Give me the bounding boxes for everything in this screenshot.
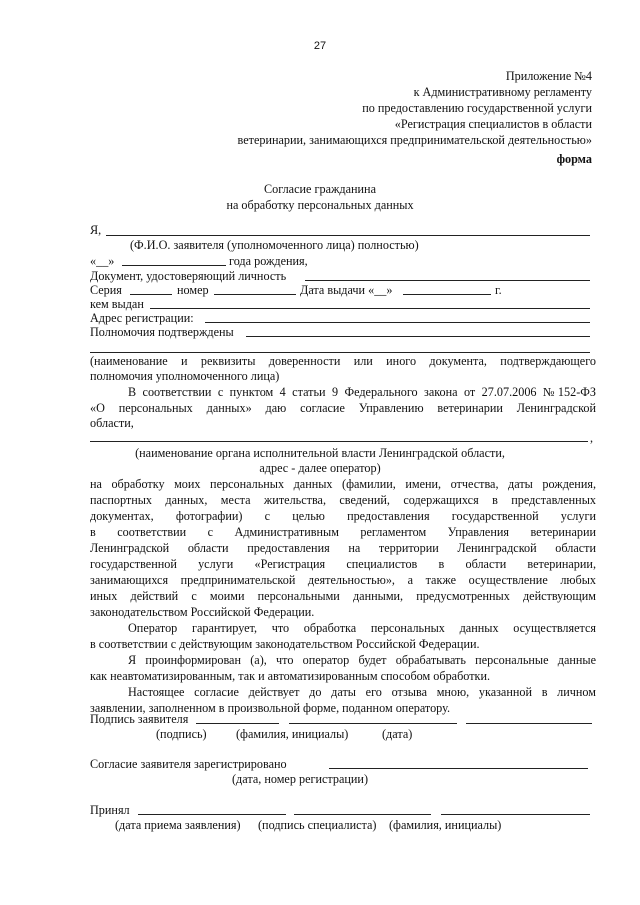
applicant-signature-field[interactable] — [196, 723, 279, 724]
series-field[interactable] — [130, 294, 172, 295]
birth-day-label: «__» — [90, 254, 115, 268]
validity-line-1: Настоящее согласие действует до даты его отзыва мною, указанной в личном — [128, 685, 596, 699]
issue-date-label: Дата выдачи «__» — [300, 283, 393, 297]
issue-date-field[interactable] — [403, 294, 491, 295]
date-caption: (дата) — [382, 727, 413, 741]
powers-field[interactable] — [246, 336, 590, 337]
specialist-signature-caption: (подпись специалиста) — [258, 818, 377, 832]
consent-paragraph-1-line-3: области, — [90, 416, 134, 430]
consent-paragraph-2-line-3: документах, фотографии) с целью предоставления государственной услуги — [90, 509, 596, 523]
ya-label: Я, — [90, 223, 102, 237]
acceptance-date-field[interactable] — [138, 814, 286, 815]
form-label: форма — [556, 152, 592, 166]
appendix-service-name-1: «Регистрация специалистов в области — [394, 117, 592, 131]
consent-paragraph-2-line-6: государственной услуги «Регистрация специалистов в области ветеринарии, — [90, 557, 596, 571]
processing-info-line-2: как неавтоматизированным, так и автоматизированным способом обработки. — [90, 669, 491, 683]
number-label: номер — [177, 283, 209, 297]
number-field[interactable] — [214, 294, 296, 295]
specialist-signature-field[interactable] — [294, 814, 431, 815]
consent-paragraph-2-line-7: занимающихся предпринимательской деятельностью», а также осуществление любых — [90, 573, 596, 587]
specialist-name-caption: (фамилия, инициалы) — [389, 818, 502, 832]
accepted-label: Принял — [90, 803, 130, 817]
appendix-service-name-2: ветеринарии, занимающихся предпринимательской деятельностью» — [237, 133, 592, 147]
powers-label: Полномочия подтверждены — [90, 325, 234, 339]
address-label: Адрес регистрации: — [90, 311, 194, 325]
year-suffix: г. — [495, 283, 502, 297]
operator-caption-2: адрес - далее оператор) — [259, 461, 381, 475]
birth-year-label: года рождения, — [229, 254, 308, 268]
appendix-reference: к Административному регламенту — [413, 85, 592, 99]
applicant-name-field[interactable] — [289, 723, 457, 724]
processing-info-line-1: Я проинформирован (а), что оператор будет обрабатывать персональные данные — [128, 653, 596, 667]
registration-label: Согласие заявителя зарегистрировано — [90, 757, 287, 771]
identity-document-label: Документ, удостоверяющий личность — [90, 269, 287, 283]
consent-paragraph-2-line-2: паспортных данных, места жительства, сведений, содержащихся в представленных — [90, 493, 596, 507]
powers-field-continuation[interactable] — [90, 352, 590, 353]
operator-guarantee-line-2: в соответствии с действующим законодательством Российской Федерации. — [90, 637, 480, 651]
applicant-signature-label: Подпись заявителя — [90, 712, 189, 726]
fio-field[interactable] — [106, 235, 590, 236]
signature-caption: (подпись) — [156, 727, 207, 741]
series-label: Серия — [90, 283, 122, 297]
appendix-service: по предоставлению государственной услуги — [362, 101, 592, 115]
consent-paragraph-2-line-9: законодательством Российской Федерации. — [90, 605, 315, 619]
applicant-date-field[interactable] — [466, 723, 592, 724]
page-number: 27 — [313, 40, 327, 52]
operator-comma: , — [590, 431, 594, 445]
powers-caption-2: полномочия уполномоченного лица) — [90, 369, 280, 383]
consent-paragraph-2-line-1: на обработку моих персональных данных (фамилии, имени, отчества, даты рождения, — [90, 477, 596, 491]
appendix-number: Приложение №4 — [505, 69, 592, 83]
consent-paragraph-2-line-4: в соответствии с Административным регламентом Управления ветеринарии — [90, 525, 596, 539]
operator-guarantee-line-1: Оператор гарантирует, что обработка персональных данных осуществляется — [128, 621, 596, 635]
address-field[interactable] — [205, 322, 590, 323]
operator-name-field[interactable] — [90, 441, 588, 442]
consent-paragraph-1: В соответствии с пунктом 4 статьи 9 Федерального закона от 27.07.2006 №152-ФЗ — [128, 385, 596, 399]
acceptance-date-caption: (дата приема заявления) — [115, 818, 241, 832]
validity-line-2: заявлении, заполненном в произвольной форме, поданном оператору. — [90, 701, 451, 715]
birth-date-field[interactable] — [122, 265, 226, 266]
consent-paragraph-1-line-2: «О персональных данных» даю согласие Управлению ветеринарии Ленинградской — [90, 401, 596, 415]
registration-field[interactable] — [329, 768, 588, 769]
operator-caption-1: (наименование органа исполнительной власти Ленинградской области, — [135, 446, 505, 460]
consent-paragraph-2-line-5: Ленинградской области предоставления на территории Ленинградской области — [90, 541, 596, 555]
registration-caption: (дата, номер регистрации) — [232, 772, 369, 786]
issued-by-label: кем выдан — [90, 297, 144, 311]
consent-paragraph-2-line-8: иных действий с моими персональными данными, предусмотренных действующим — [90, 589, 596, 603]
specialist-name-field[interactable] — [441, 814, 590, 815]
document-title: Согласие гражданина — [264, 182, 376, 196]
document-subtitle: на обработку персональных данных — [226, 198, 414, 212]
powers-caption-1: (наименование и реквизиты доверенности или иного документа, подтверждающего — [90, 354, 596, 368]
fio-caption: (Ф.И.О. заявителя (уполномоченного лица) полностью) — [130, 238, 419, 252]
name-caption: (фамилия, инициалы) — [236, 727, 349, 741]
identity-document-field[interactable] — [305, 280, 590, 281]
issued-by-field[interactable] — [150, 308, 590, 309]
